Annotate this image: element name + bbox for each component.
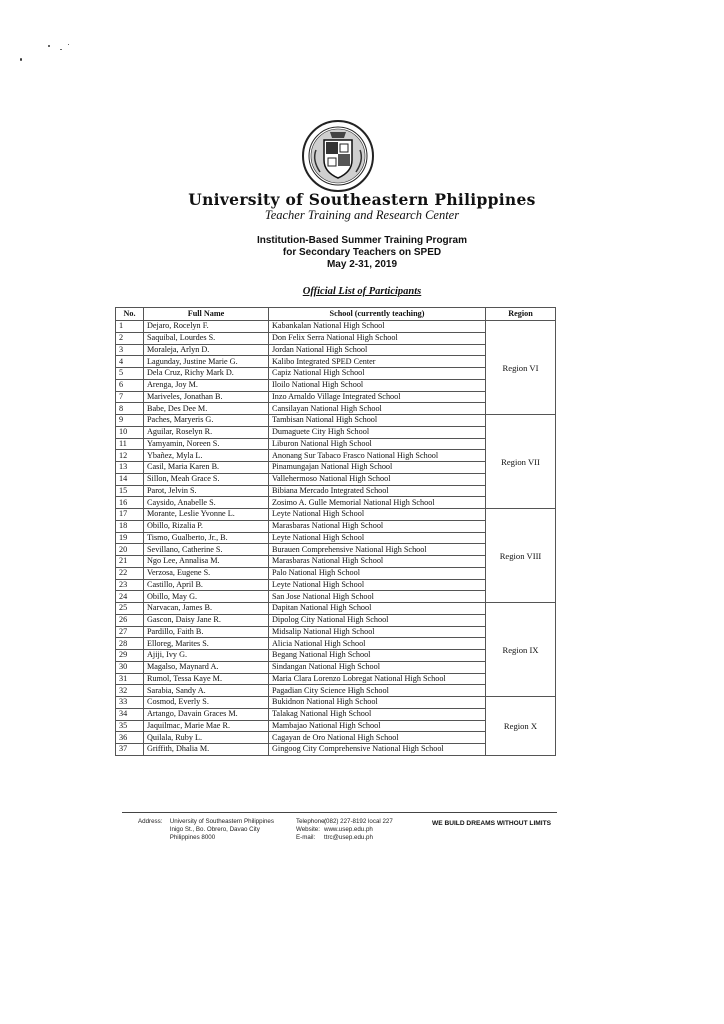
footer-contact	[296, 818, 393, 842]
address-line: Inigo St., Bo. Obrero, Davao City	[169, 826, 260, 833]
row-number: 32	[116, 685, 144, 697]
row-number: 36	[116, 732, 144, 744]
address-label: Address:	[138, 818, 163, 825]
participant-name: Artango, Davain Graces M.	[144, 708, 269, 720]
row-number: 17	[116, 509, 144, 521]
school-name: Pagadian City Science High School	[269, 685, 486, 697]
row-number: 2	[116, 332, 144, 344]
participant-name: Arenga, Joy M.	[144, 379, 269, 391]
participant-name: Sillon, Meah Grace S.	[144, 473, 269, 485]
participant-name: Castillo, April B.	[144, 579, 269, 591]
row-number: 30	[116, 661, 144, 673]
row-number: 18	[116, 520, 144, 532]
participant-name: Paches, Maryeris G.	[144, 415, 269, 427]
region-cell: Region X	[486, 697, 556, 756]
row-number: 22	[116, 567, 144, 579]
program-title	[0, 235, 724, 271]
participants-table-body	[116, 321, 556, 756]
row-number: 13	[116, 462, 144, 474]
participant-name: Sevillano, Catherine S.	[144, 544, 269, 556]
center-name: Teacher Training and Research Center	[264, 208, 460, 222]
school-name: Dipolog City National High School	[269, 614, 486, 626]
participant-name: Tismo, Gualberto, Jr., B.	[144, 532, 269, 544]
row-number: 34	[116, 708, 144, 720]
school-name: Marasbaras National High School	[269, 520, 486, 532]
row-number: 8	[116, 403, 144, 415]
row-number: 20	[116, 544, 144, 556]
address-line: University of Southeastern Philippines	[169, 818, 274, 825]
school-name: Kalibo Integrated SPED Center	[269, 356, 486, 368]
row-number: 7	[116, 391, 144, 403]
row-number: 12	[116, 450, 144, 462]
row-number: 3	[116, 344, 144, 356]
address-text	[170, 818, 274, 842]
footer-divider	[122, 812, 557, 813]
telephone-value: (082) 227-8192 local 227	[324, 818, 393, 825]
school-name: Palo National High School	[269, 567, 486, 579]
school-name: Pinamungajan National High School	[269, 462, 486, 474]
participant-name: Aguilar, Roselyn R.	[144, 426, 269, 438]
school-name: Anonang Sur Tabaco Frasco National High School	[269, 450, 486, 462]
row-number: 28	[116, 638, 144, 650]
participant-name: Parot, Jelvin S.	[144, 485, 269, 497]
school-name: Inzo Arnaldo Village Integrated School	[269, 391, 486, 403]
school-name: Maria Clara Lorenzo Lobregat National High School	[269, 673, 486, 685]
region-cell: Region VI	[486, 321, 556, 415]
university-seal-logo	[302, 120, 374, 192]
school-name: Vallehermoso National High School	[269, 473, 486, 485]
participant-name: Caysido, Anabelle S.	[144, 497, 269, 509]
table-row	[116, 415, 556, 427]
participant-name: Casil, Maria Karen B.	[144, 462, 269, 474]
row-number: 29	[116, 650, 144, 662]
participant-name: Ajiji, Ivy G.	[144, 650, 269, 662]
school-name: Dumaguete City High School	[269, 426, 486, 438]
participant-name: Saquibal, Lourdes S.	[144, 332, 269, 344]
email-label: E-mail:	[296, 834, 316, 841]
row-number: 31	[116, 673, 144, 685]
participant-name: Yamyamin, Noreen S.	[144, 438, 269, 450]
participant-name: Gascon, Daisy Jane R.	[144, 614, 269, 626]
school-name: Leyte National High School	[269, 509, 486, 521]
school-name: Zosimo A. Gulle Memorial National High School	[269, 497, 486, 509]
school-name: Talakag National High School	[269, 708, 486, 720]
participant-name: Dela Cruz, Richy Mark D.	[144, 368, 269, 380]
school-name: Sindangan National High School	[269, 661, 486, 673]
row-number: 24	[116, 591, 144, 603]
footer-address	[138, 818, 274, 842]
website-label: Website:	[296, 826, 320, 833]
row-number: 27	[116, 626, 144, 638]
header-region: Region	[486, 308, 556, 321]
school-name: Bibiana Mercado Integrated School	[269, 485, 486, 497]
participant-name: Narvacan, James B.	[144, 603, 269, 615]
row-number: 26	[116, 614, 144, 626]
participant-name: Mariveles, Jonathan B.	[144, 391, 269, 403]
school-name: Don Felix Serra National High School	[269, 332, 486, 344]
school-name: Midsalip National High School	[269, 626, 486, 638]
row-number: 25	[116, 603, 144, 615]
row-number: 10	[116, 426, 144, 438]
region-cell: Region IX	[486, 603, 556, 697]
row-number: 16	[116, 497, 144, 509]
participant-name: Griffith, Dhalia M.	[144, 744, 269, 756]
school-name: Leyte National High School	[269, 532, 486, 544]
table-row	[116, 509, 556, 521]
participant-name: Moraleja, Arlyn D.	[144, 344, 269, 356]
program-dates: May 2-31, 2019	[326, 259, 398, 270]
school-name: Cagayan de Oro National High School	[269, 732, 486, 744]
scan-speck	[68, 44, 69, 45]
school-name: Liburon National High School	[269, 438, 486, 450]
list-title: Official List of Participants	[302, 286, 422, 297]
school-name: Gingoog City Comprehensive National High School	[269, 744, 486, 756]
region-cell: Region VIII	[486, 509, 556, 603]
participant-name: Pardillo, Faith B.	[144, 626, 269, 638]
participant-name: Obillo, May G.	[144, 591, 269, 603]
school-name: Begang National High School	[269, 650, 486, 662]
participant-name: Jaquilmac, Marie Mae R.	[144, 720, 269, 732]
footer-slogan: WE BUILD DREAMS WITHOUT LIMITS	[432, 820, 552, 827]
row-number: 14	[116, 473, 144, 485]
region-cell: Region VII	[486, 415, 556, 509]
participant-name: Cosmod, Everly S.	[144, 697, 269, 709]
participant-name: Verzosa, Eugene S.	[144, 567, 269, 579]
header-school: School (currently teaching)	[269, 308, 486, 321]
row-number: 15	[116, 485, 144, 497]
row-number: 11	[116, 438, 144, 450]
header-full-name: Full Name	[144, 308, 269, 321]
participant-name: Morante, Leslie Yvonne L.	[144, 509, 269, 521]
university-name: University of Southeastern Philippines	[188, 190, 536, 209]
participant-name: Obillo, Rizalia P.	[144, 520, 269, 532]
school-name: Alicia National High School	[269, 638, 486, 650]
school-name: Bukidnon National High School	[269, 697, 486, 709]
row-number: 1	[116, 321, 144, 333]
participant-name: Ybañez, Myla L.	[144, 450, 269, 462]
school-name: Kabankalan National High School	[269, 321, 486, 333]
participant-name: Magalso, Maynard A.	[144, 661, 269, 673]
school-name: Leyte National High School	[269, 579, 486, 591]
table-row	[116, 603, 556, 615]
row-number: 4	[116, 356, 144, 368]
row-number: 35	[116, 720, 144, 732]
program-title-line2: for Secondary Teachers on SPED	[282, 247, 442, 258]
participant-name: Babe, Des Dee M.	[144, 403, 269, 415]
participant-name: Elloreg, Marites S.	[144, 638, 269, 650]
scan-speck	[20, 58, 22, 61]
participant-name: Sarabia, Sandy A.	[144, 685, 269, 697]
school-name: Burauen Comprehensive National High School	[269, 544, 486, 556]
school-name: Capiz National High School	[269, 368, 486, 380]
participant-name: Dejaro, Rocelyn F.	[144, 321, 269, 333]
row-number: 23	[116, 579, 144, 591]
school-name: Dapitan National High School	[269, 603, 486, 615]
school-name: Tambisan National High School	[269, 415, 486, 427]
telephone-label: Telephone:	[296, 818, 327, 825]
school-name: San Jose National High School	[269, 591, 486, 603]
email-link[interactable]: ttrc@usep.edu.ph	[324, 834, 373, 841]
school-name: Mambajao National High School	[269, 720, 486, 732]
table-row	[116, 697, 556, 709]
scan-speck	[48, 45, 50, 47]
participant-name: Quilala, Ruby L.	[144, 732, 269, 744]
scan-speck	[60, 49, 62, 50]
address-line: Philippines 8000	[169, 834, 216, 841]
row-number: 37	[116, 744, 144, 756]
school-name: Cansilayan National High School	[269, 403, 486, 415]
row-number: 33	[116, 697, 144, 709]
row-number: 5	[116, 368, 144, 380]
participant-name: Ngo Lee, Annalisa M.	[144, 556, 269, 568]
school-name: Marasbaras National High School	[269, 556, 486, 568]
row-number: 6	[116, 379, 144, 391]
school-name: Jordan National High School	[269, 344, 486, 356]
participant-name: Lagunday, Justine Marie G.	[144, 356, 269, 368]
row-number: 9	[116, 415, 144, 427]
table-row	[116, 321, 556, 333]
website-link[interactable]: www.usep.edu.ph	[324, 826, 373, 833]
row-number: 21	[116, 556, 144, 568]
table-header-row	[116, 308, 556, 321]
row-number: 19	[116, 532, 144, 544]
header-no: No.	[116, 308, 144, 321]
program-title-line1: Institution-Based Summer Training Program	[256, 235, 468, 246]
participant-name: Rumol, Tessa Kaye M.	[144, 673, 269, 685]
school-name: Iloilo National High School	[269, 379, 486, 391]
participants-table	[115, 307, 556, 756]
